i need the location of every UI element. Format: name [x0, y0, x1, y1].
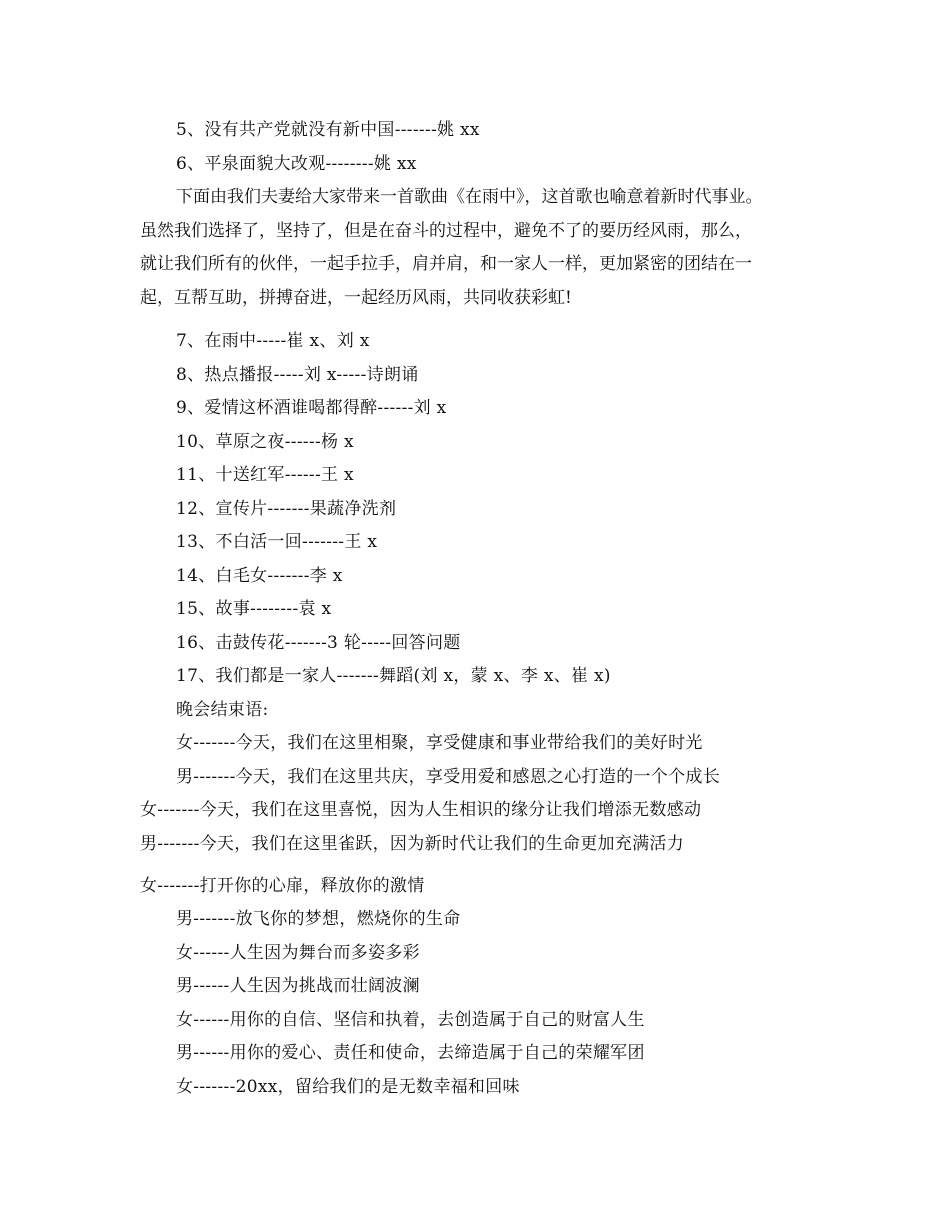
program-item: 7、在雨中-----崔 x、刘 x	[176, 331, 370, 351]
paragraph-line: 虽然我们选择了，坚持了，但是在奋斗的过程中，避免不了的要历经风雨，那么，	[140, 221, 752, 241]
program-item: 9、爱情这杯酒谁喝都得醉------刘 x	[176, 398, 447, 418]
program-item: 16、击鼓传花-------3 轮-----回答问题	[176, 633, 461, 653]
program-item: 12、宣传片-------果蔬净洗剂	[176, 499, 397, 519]
closing-line: 女-------今天，我们在这里相聚，享受健康和事业带给我们的美好时光	[176, 733, 703, 753]
paragraph-line: 起，互帮互助，拼搏奋进，一起经历风雨，共同收获彩虹!	[140, 288, 572, 308]
program-item: 8、热点播报-----刘 x-----诗朗诵	[176, 365, 419, 385]
closing-line: 男-------放飞你的梦想，燃烧你的生命	[176, 909, 461, 929]
program-item: 13、不白活一回-------王 x	[176, 532, 378, 552]
program-item: 17、我们都是一家人-------舞蹈(刘 x，蒙 x、李 x、崔 x)	[176, 666, 611, 686]
paragraph-line: 就让我们所有的伙伴，一起手拉手，肩并肩，和一家人一样，更加紧密的团结在一	[140, 254, 752, 274]
closing-line: 女-------今天，我们在这里喜悦，因为人生相识的缘分让我们增添无数感动	[140, 800, 702, 820]
closing-line: 男-------今天，我们在这里雀跃，因为新时代让我们的生命更加充满活力	[140, 834, 685, 854]
closing-line: 男-------今天，我们在这里共庆，享受用爱和感恩之心打造的一个个成长	[176, 767, 721, 787]
closing-line: 女-------20xx，留给我们的是无数幸福和回味	[176, 1077, 520, 1097]
paragraph-line: 下面由我们夫妻给大家带来一首歌曲《在雨中》，这首歌也喻意着新时代事业。	[176, 187, 763, 207]
closing-line: 女-------打开你的心扉，释放你的激情	[140, 876, 425, 896]
closing-line: 男------人生因为挑战而壮阔波澜	[176, 976, 420, 996]
program-item: 5、没有共产党就没有新中国-------姚 xx	[176, 120, 480, 140]
program-item: 6、平泉面貌大改观--------姚 xx	[176, 154, 417, 174]
program-item: 14、白毛女-------李 x	[176, 566, 343, 586]
closing-line: 女------人生因为舞台而多姿多彩	[176, 943, 420, 963]
program-item: 11、十送红军------王 x	[176, 465, 354, 485]
closing-line: 女------用你的自信、坚信和执着，去创造属于自己的财富人生	[176, 1010, 645, 1030]
program-item: 10、草原之夜------杨 x	[176, 432, 354, 452]
closing-line: 男------用你的爱心、责任和使命，去缔造属于自己的荣耀军团	[176, 1043, 645, 1063]
closing-heading: 晚会结束语:	[176, 700, 269, 720]
program-item: 15、故事--------袁 x	[176, 599, 332, 619]
